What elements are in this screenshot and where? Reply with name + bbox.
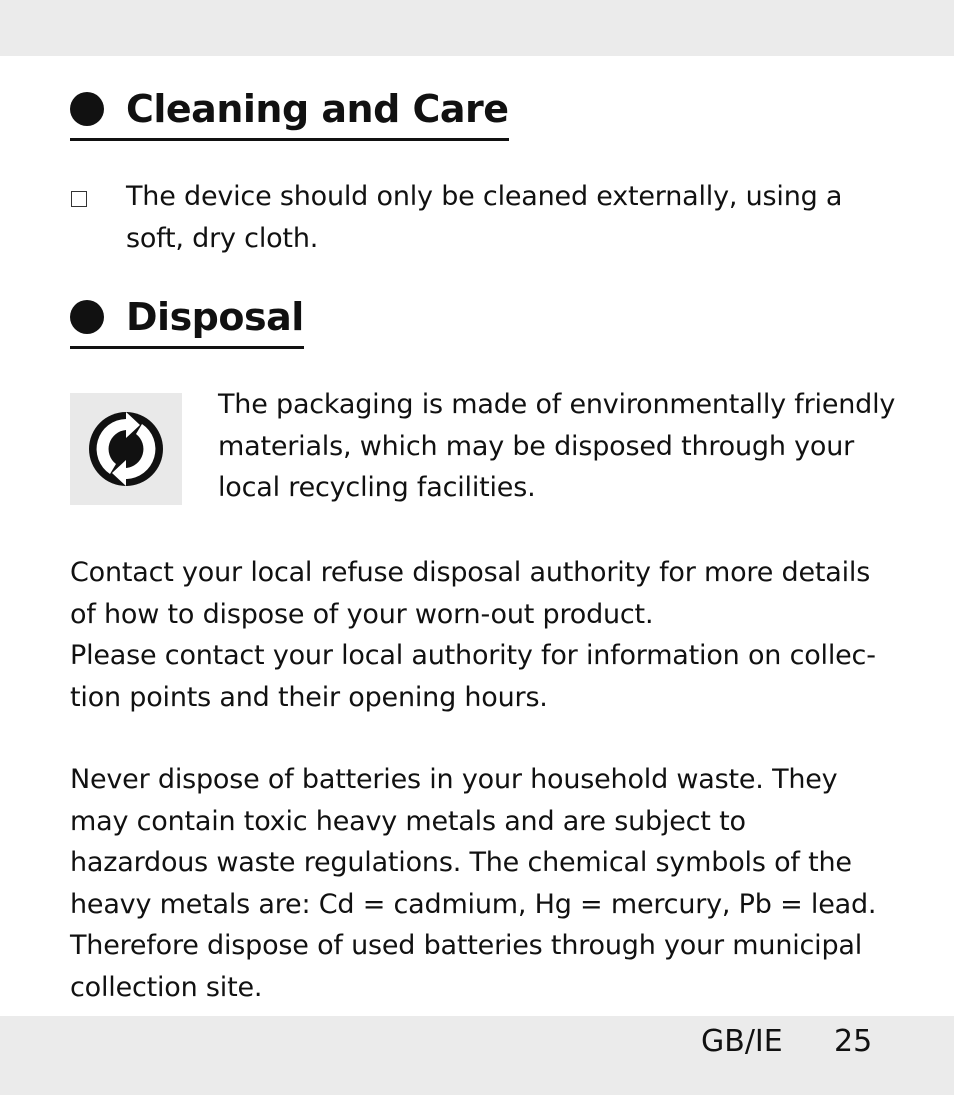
disposal-heading [70,292,304,349]
footer-band [0,1016,954,1095]
disposal-heading-title: Disposal [126,295,304,339]
heading-bullet-icon [70,300,104,334]
footer-region-label: GB/IE [701,1024,783,1059]
collection-points-paragraph: Please contact your local authority for information on collec-tion points and their opening hours. [70,640,876,713]
heading-bullet-icon [70,92,104,126]
cleaning-instruction-text: The device should only be cleaned externally, using a soft, dry cloth. [126,181,843,254]
top-band [0,0,954,56]
page-number: 25 [834,1024,873,1059]
contact-authority-paragraph: Contact your local refuse disposal authority for more details of how to dispose of your worn-out product. [70,557,871,630]
green-dot-symbol [86,409,166,489]
green-dot-recycling-icon [70,393,182,505]
checkbox-icon [71,191,87,207]
cleaning-heading-title: Cleaning and Care [126,87,509,131]
cleaning-heading [70,84,509,141]
battery-disposal-paragraph: Never dispose of batteries in your household waste. They may contain toxic heavy metals and are subject to hazardous waste regulations. The chemical symbols of the heavy metals are: Cd = cadmium, Hg = mercury, Pb = lead. Therefore dispose of used batteries through your municipal collection site. [70,764,877,1003]
packaging-description: The packaging is made of environmentally friendly materials, which may be disposed through your local recycling facilities. [218,389,896,503]
